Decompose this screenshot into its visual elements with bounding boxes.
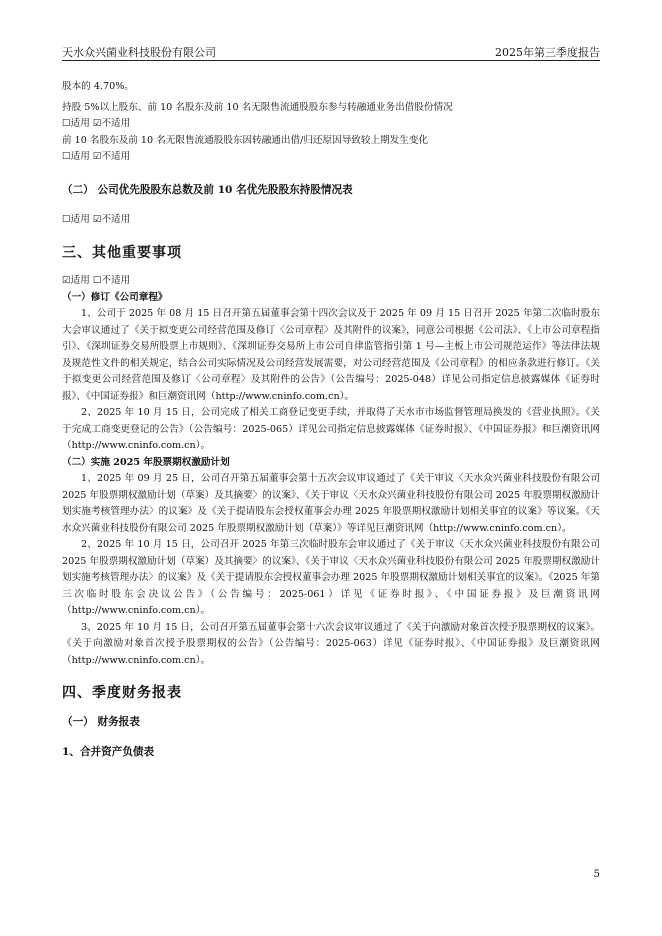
applicability-checkbox: ☐适用 ☑不适用 (62, 118, 131, 129)
section-heading-preferred-shares: （二） 公司优先股股东总数及前 10 名优先股股东持股情况表 (62, 183, 353, 196)
page-content (62, 79, 600, 761)
paragraph: 1、公司于 2025 年 08 月 15 日召开第五届董事会第十四次会议及于 2025 年 09 月 15 日召开 2025 年第二次临时股东大会审议通过了《关于拟变更公司经营范围及修订〈公司章程〉及其附件的议案》，同意公司根据《公司法》、《上市公司章程指引》、《深圳证券交易所股票上市规则》、《深圳证券交易所上市公司自律监管指引第 1 号—主板上市公司规范运作》等法律法规及规范性文件的相关规定，结合公司实际情况及公司经营发展需要，对公司经营范围及《公司章程》的相应条款进行修订。《关于拟变更公司经营范围及修订〈公司章程〉及其附件的公告》（公告编号：2025-048）详见公司指定信息披露媒体《证券时报》、《中国证券报》和巨潮资讯网（http://www.cninfo.com.cn）。 (62, 308, 600, 402)
paragraph: 2、2025 年 10 月 15 日，公司完成了相关工商登记变更手续，并取得了天水市市场监督管理局换发的《营业执照》。《关于完成工商变更登记的公告》（公告编号：2025-065）详见公司指定信息披露媒体《证券时报》、《中国证券报》和巨潮资讯网（http://www.cninfo.com.cn）。 (62, 407, 600, 451)
paragraph: 3、2025 年 10 月 15 日，公司召开第五届董事会第十六次会议审议通过了《关于向激励对象首次授予股票期权的议案》。《关于向激励对象首次授予股票期权的公告》（公告编号：2025-063）详见《证券时报》、《中国证券报》及巨潮资讯网（http://www.cninfo.com.cn）。 (62, 621, 600, 666)
header-report-title: 2025年第三季度报告 (495, 46, 600, 59)
applicability-checkbox: ☐适用 ☑不适用 (62, 151, 131, 162)
section-heading-financial-statements: 四、季度财务报表 (62, 685, 182, 701)
page-header (62, 44, 600, 61)
text-line: 股本的 4.70%。 (62, 81, 134, 92)
paragraph: 2、2025 年 10 月 15 日，公司召开 2025 年第三次临时股东会审议通过了《关于审议〈天水众兴菌业科技股份有限公司 2025 年股票期权激励计划（草案）及其摘要〉的议案》、《关于审议〈天水众兴菌业科技股份有限公司 2025 年股票期权激励计划实施考核管理办法〉的议案》及《关于提请股东会授权董事会办理 2025 年股票期权激励计划相关事宜的议案》。《2025 年第三次临时股东会决议公告》（公告编号：2025-061）详见《证券时报》、《中国证券报》及巨潮资讯网（http://www.cninfo.com.cn）。 (62, 539, 600, 616)
header-company: 天水众兴菌业科技股份有限公司 (62, 46, 216, 59)
text-line: 持股 5%以上股东、前 10 名股东及前 10 名无限售流通股股东参与转融通业务出借股份情况 (62, 101, 453, 113)
subsection-heading-statements: （一） 财务报表 (62, 715, 140, 728)
applicability-checkbox: ☑适用 ☐不适用 (62, 275, 131, 286)
paragraph: 1、2025 年 09 月 25 日，公司召开第五届董事会第十五次会议审议通过了《关于审议〈天水众兴菌业科技股份有限公司 2025 年股票期权激励计划（草案）及其摘要〉的议案》、《关于审议〈天水众兴菌业科技股份有限公司 2025 年股票期权激励计划实施考核管理办法〉的议案》及《关于提请股东会授权董事会办理 2025 年股票期权激励计划相关事宜的议案》等议案。《天水众兴菌业科技股份有限公司 2025 年股票期权激励计划（草案）》等详见巨潮资讯网（http://www.cninfo.com.cn）。 (62, 473, 600, 534)
subsection-heading-articles: （一）修订《公司章程》 (62, 291, 168, 303)
section-heading-other-matters: 三、其他重要事项 (62, 244, 182, 261)
subsection-heading-balance-sheet: 1、合并资产负债表 (62, 746, 155, 758)
page-number: 5 (593, 869, 600, 880)
subsection-heading-incentive-plan: （二）实施 2025 年股票期权激励计划 (62, 456, 230, 468)
applicability-checkbox: ☐适用 ☑不适用 (62, 214, 131, 225)
text-line: 前 10 名股东及前 10 名无限售流通股股东因转融通出借/归还原因导致较上期发生变化 (62, 134, 429, 146)
